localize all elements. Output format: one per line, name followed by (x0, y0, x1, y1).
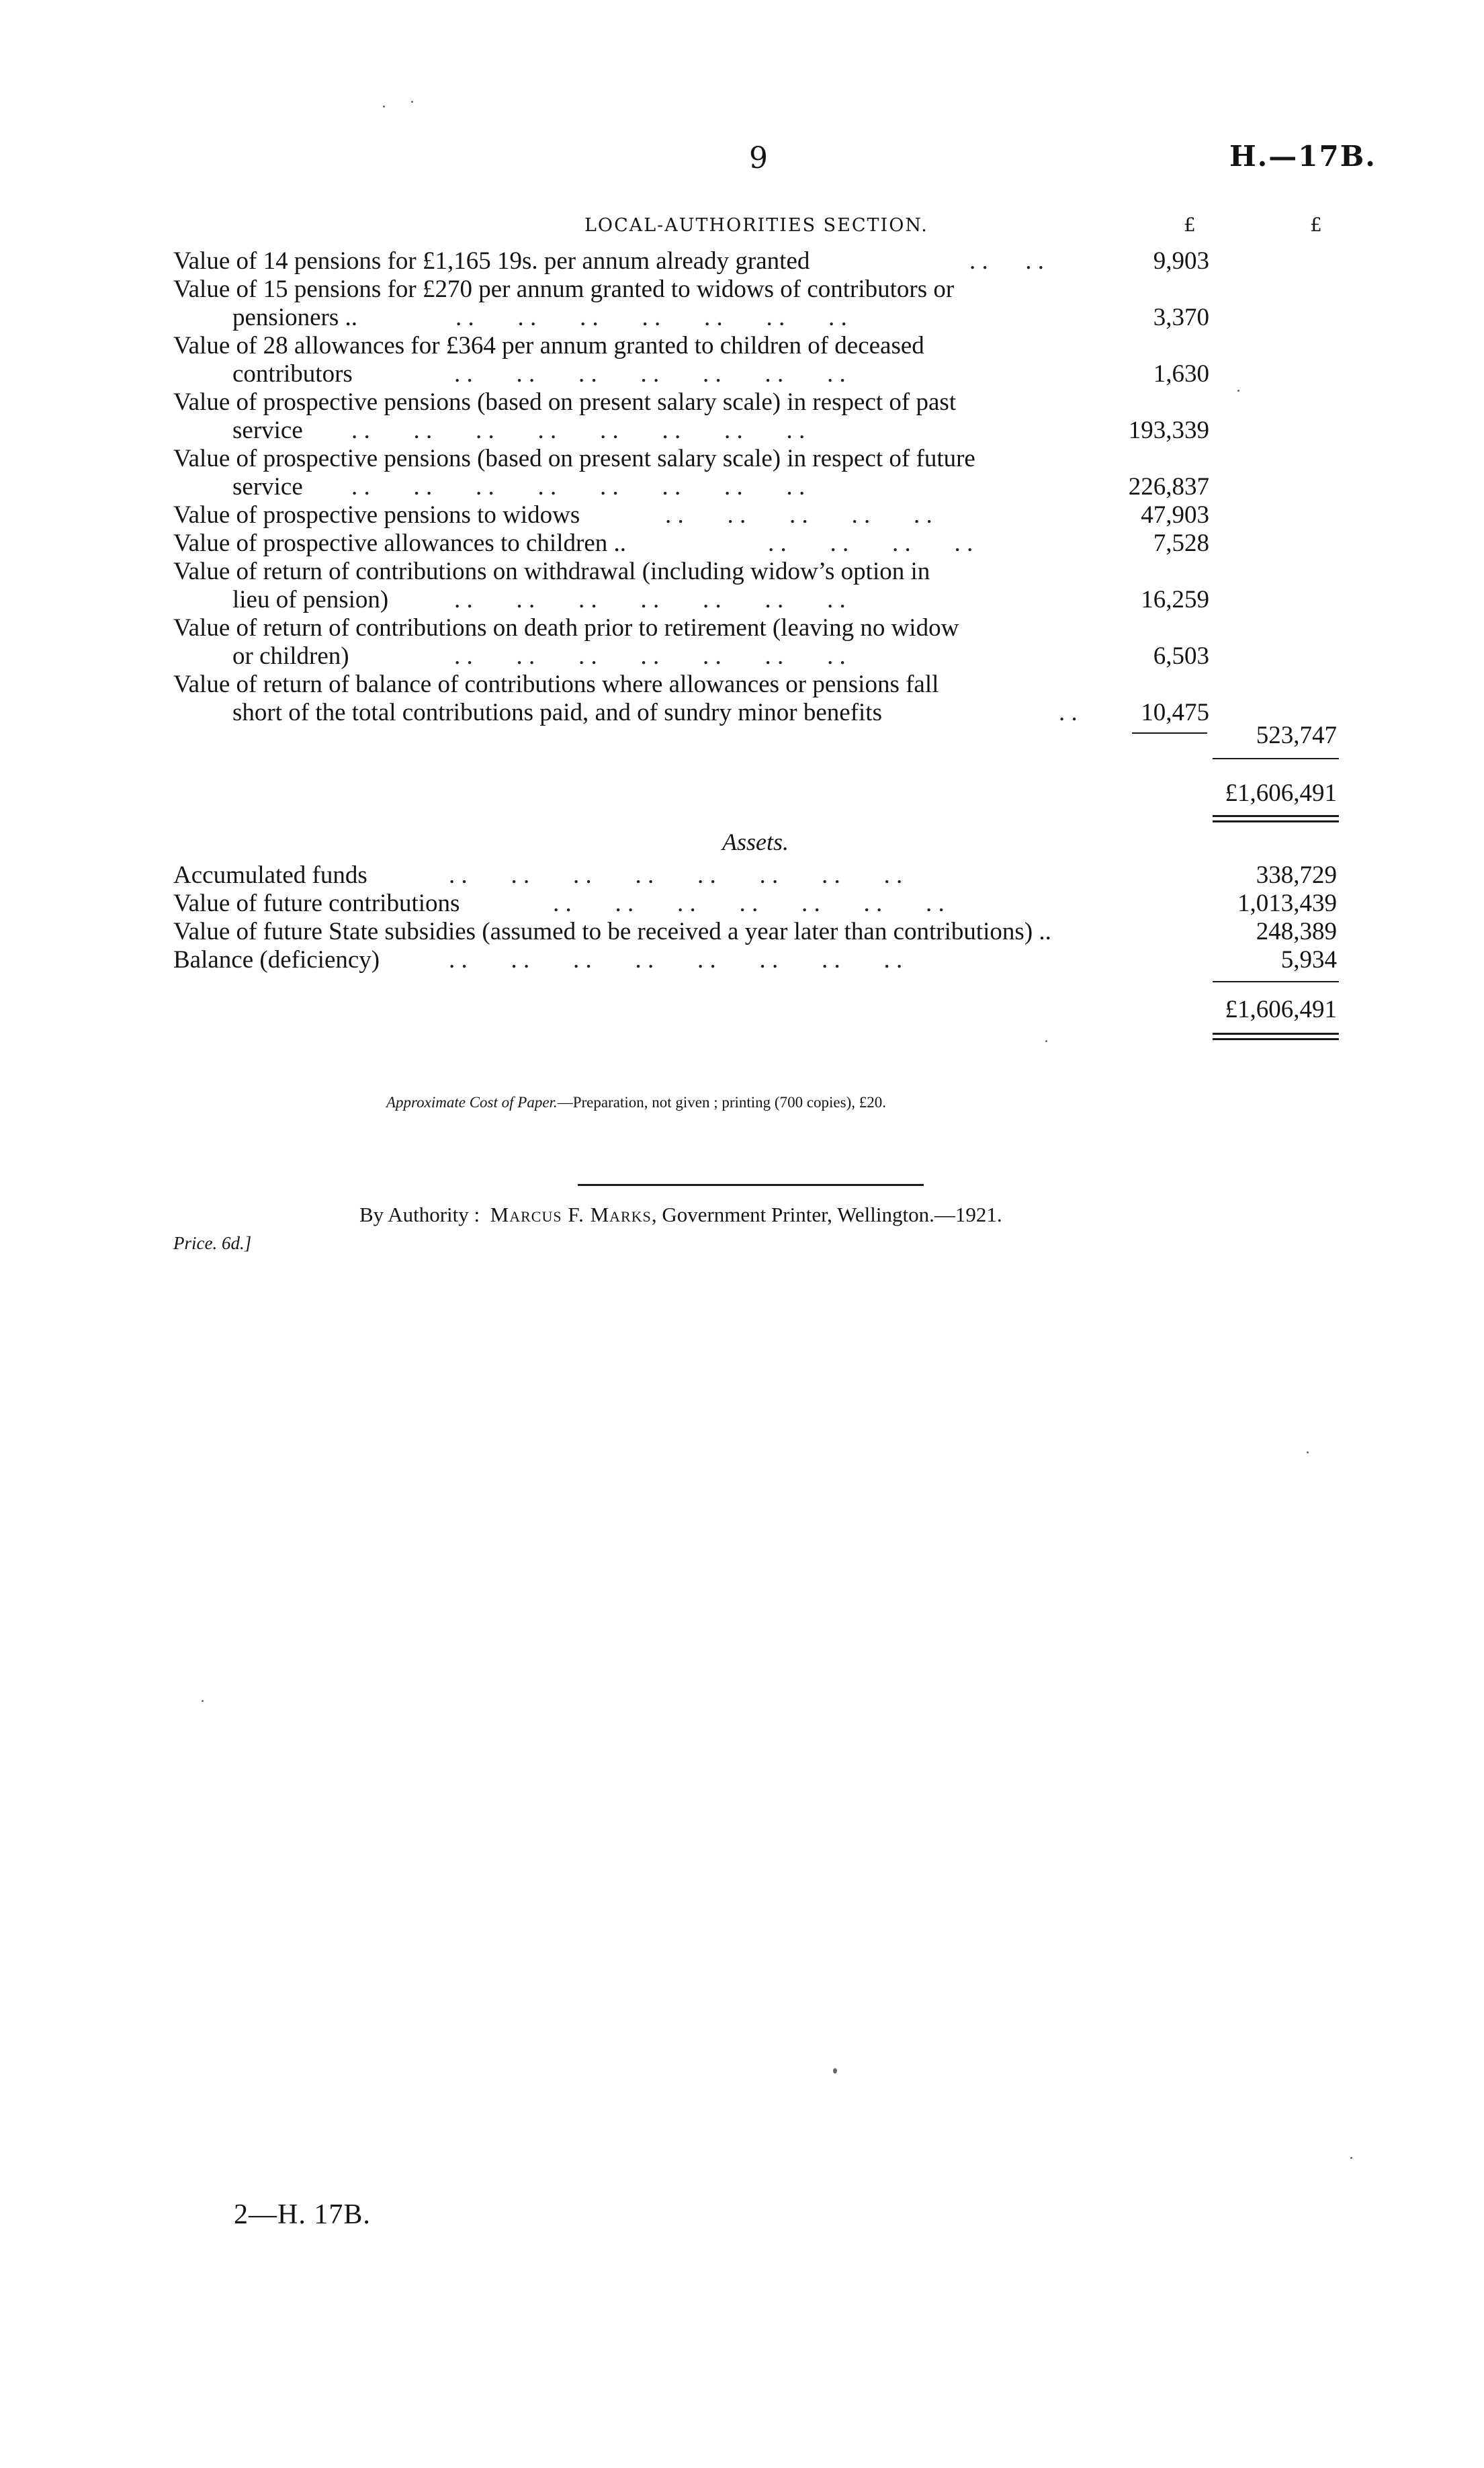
liability-row (173, 388, 1100, 445)
liability-line: short of the total contributions paid, and of sundry minor benefits (232, 699, 882, 726)
liability-line: contributors (232, 360, 353, 388)
leader-dots: . . . . . . . . . . . . . . . . (449, 861, 903, 889)
liability-line: service (232, 417, 303, 444)
asset-label: Value of future contributions (173, 890, 460, 917)
printer-name: Marcus F. Marks (490, 1203, 652, 1226)
cost-note-text: —Preparation, not given ; printing (700 copies), £20. (557, 1094, 886, 1111)
liability-row (173, 529, 1100, 558)
leader-dots: . . . . . . . . . . . . . . (454, 586, 846, 613)
asset-value: 248,389 (1256, 918, 1337, 945)
assets-title: Assets. (722, 828, 789, 855)
assets-rule (1213, 981, 1339, 982)
scan-speck (1307, 1451, 1309, 1453)
cost-note-label: Approximate Cost of Paper. (386, 1094, 558, 1111)
liability-value: 16,259 (1141, 586, 1209, 613)
total-double-rule (1213, 1033, 1339, 1035)
total-double-rule (1213, 820, 1339, 822)
liability-row (173, 614, 1100, 671)
footer-reference: 2—H. 17B. (234, 2199, 371, 2230)
liability-row (173, 247, 1100, 275)
authority-prefix: By Authority : (359, 1203, 480, 1226)
liability-value: 7,528 (1153, 529, 1209, 557)
liability-value: 6,503 (1153, 642, 1209, 670)
leader-dots: . . (1059, 699, 1078, 726)
asset-row (173, 890, 1221, 918)
column-header-pounds-2: £ (1310, 214, 1322, 236)
total-double-rule (1213, 815, 1339, 817)
liability-line: Value of return of contributions on death prior to retirement (leaving no widow (173, 614, 959, 642)
liability-line: Value of prospective allowances to children .. (173, 529, 626, 557)
liability-line: Value of 14 pensions for £1,165 19s. per annum already granted (173, 247, 810, 275)
liability-row (173, 501, 1100, 529)
asset-label: Accumulated funds (173, 861, 367, 889)
scan-speck (833, 2068, 837, 2074)
leader-dots: . . . . . . . . . . (665, 501, 932, 529)
liability-value: 226,837 (1128, 473, 1209, 501)
liability-value: 9,903 (1153, 247, 1209, 275)
liability-row (173, 671, 1100, 727)
liability-line: Value of prospective pensions (based on present salary scale) in respect of future (173, 445, 975, 472)
liability-value: 193,339 (1128, 417, 1209, 444)
liability-line: Value of return of contributions on withdrawal (including widow’s option in (173, 558, 930, 585)
asset-row (173, 918, 1221, 946)
scan-speck (202, 1700, 204, 1702)
authority-rule (578, 1184, 924, 1186)
liability-line: service (232, 473, 303, 501)
total-double-rule (1213, 1038, 1339, 1040)
liability-row (173, 445, 1100, 501)
liability-row (173, 332, 1100, 388)
scan-speck (1237, 390, 1239, 392)
leader-dots: . . . . . . . . . . . . . . (553, 890, 945, 917)
scan-speck (1045, 1040, 1047, 1042)
liability-line: lieu of pension) (232, 586, 389, 613)
assets-total: £1,606,491 (1225, 996, 1337, 1023)
price: Price. 6d.] (173, 1233, 252, 1253)
leader-dots: . . . . (969, 247, 1044, 275)
liability-row (173, 275, 1100, 332)
asset-value: 338,729 (1256, 861, 1337, 889)
leader-dots: . . . . . . . . . . . . . . . . (449, 946, 903, 974)
asset-label: Value of future State subsidies (assumed to be received a year later than contributions) .. (173, 918, 1051, 945)
leader-dots: . . . . . . . . (768, 529, 973, 557)
subtotal-rule (1213, 758, 1339, 759)
asset-value: 1,013,439 (1237, 890, 1337, 917)
asset-value: 5,934 (1280, 946, 1337, 974)
subtotal-rule (1132, 732, 1207, 734)
leader-dots: . . . . . . . . . . . . . . . . (351, 417, 805, 444)
cost-note (386, 1094, 886, 1111)
liability-line: pensioners .. (232, 304, 357, 331)
leader-dots: . . . . . . . . . . . . . . . . (351, 473, 805, 501)
liability-line: Value of prospective pensions to widows (173, 501, 580, 529)
leader-dots: . . . . . . . . . . . . . . (455, 304, 847, 331)
authority-line (359, 1203, 1002, 1227)
asset-row (173, 946, 1221, 974)
leader-dots: . . . . . . . . . . . . . . (454, 360, 846, 388)
scan-speck (383, 105, 385, 108)
liability-line: Value of prospective pensions (based on present salary scale) in respect of past (173, 388, 957, 416)
liability-value: 1,630 (1153, 360, 1209, 388)
liability-value: 47,903 (1141, 501, 1209, 529)
scan-speck (1350, 2157, 1352, 2159)
section-title: LOCAL-AUTHORITIES SECTION. (584, 215, 928, 236)
authority-suffix: , Government Printer, Wellington.—1921. (651, 1203, 1002, 1226)
scan-speck (411, 101, 413, 103)
liabilities-subtotal: 523,747 (1256, 722, 1337, 749)
asset-row (173, 861, 1221, 890)
leader-dots: . . . . . . . . . . . . . . (454, 642, 846, 670)
liability-value: 10,475 (1141, 699, 1209, 726)
liability-line: Value of 15 pensions for £270 per annum granted to widows of contributors or (173, 275, 955, 303)
liabilities-total: £1,606,491 (1225, 779, 1337, 807)
document-reference: H.—17B. (1229, 140, 1377, 173)
liability-line: Value of return of balance of contributions where allowances or pensions fall (173, 671, 939, 698)
column-header-pounds-1: £ (1184, 214, 1196, 236)
asset-label: Balance (deficiency) (173, 946, 380, 974)
liability-line: or children) (232, 642, 349, 670)
liability-value: 3,370 (1153, 304, 1209, 331)
liability-line: Value of 28 allowances for £364 per annum granted to children of deceased (173, 332, 924, 359)
page-number: 9 (749, 141, 768, 175)
liability-row (173, 558, 1100, 614)
